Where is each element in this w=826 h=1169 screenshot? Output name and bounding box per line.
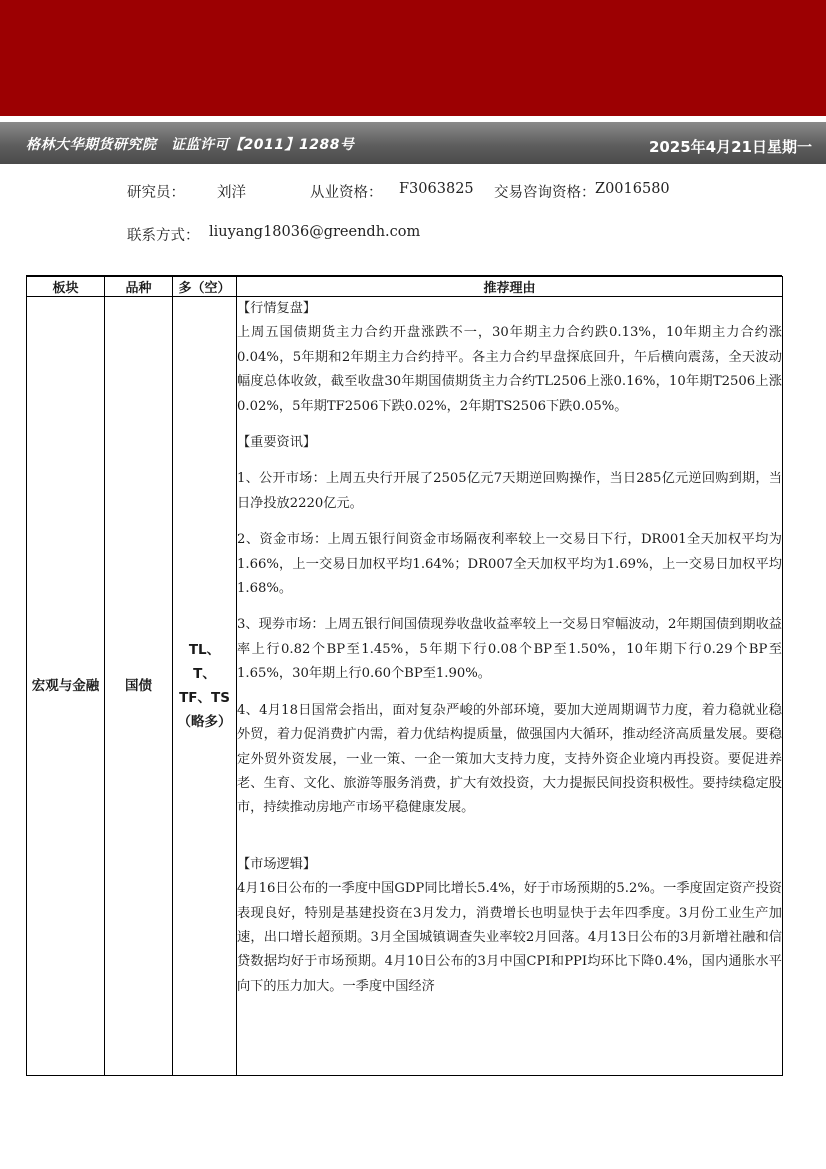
sector-cell: 宏观与金融 — [27, 297, 105, 1076]
header-sector: 板块 — [27, 277, 105, 297]
table-row — [27, 297, 783, 1076]
advisory-number: Z0016580 — [595, 181, 670, 197]
report-header-bar — [0, 122, 826, 164]
header-variety: 品种 — [105, 277, 173, 297]
news-item-money-market: 2、资金市场：上周五银行间资金市场隔夜利率较上一交易日下行，DR001全天加权平均为1.66%，上一交易日加权平均1.64%；DR007全天加权平均为1.69%，上一交易日加权平均1.68%。 — [237, 532, 782, 597]
direction-text: TL、T、TF、TS（略多） — [177, 642, 232, 730]
analyst-name: 刘洋 — [217, 185, 246, 201]
analyst-label: 研究员： — [127, 185, 185, 201]
table-header-row — [27, 277, 783, 297]
header-direction: 多（空） — [173, 277, 237, 297]
news-item-state-council: 4、4月18日国常会指出，面对复杂严峻的外部环境，要加大逆周期调节力度，着力稳就业稳外贸，着力促消费扩内需，着力优结构提质量，做强国内大循环，推动经济高质量发展。要稳定外贸外资发展，一业一策、一企一策加大支持力度，支持外资企业境内再投资。要促进养老、生育、文化、旅游等服务消费，扩大有效投资，大力提振民间投资积极性。要持续稳定股市，持续推动房地产市场平稳健康发展。 — [237, 702, 782, 816]
header-reason: 推荐理由 — [237, 277, 783, 297]
news-item-open-market: 1、公开市场：上周五央行开展了2505亿元7天期逆回购操作，当日285亿元逆回购到期，当日净投放2220亿元。 — [237, 471, 782, 511]
variety-cell: 国债 — [105, 297, 173, 1076]
banner-divider — [0, 116, 826, 120]
org-license: 格林大华期货研究院 证监许可【2011】1288号 — [26, 137, 355, 153]
qualification-number: F3063825 — [399, 181, 474, 197]
reason-cell — [237, 297, 783, 1076]
review-paragraph: 上周五国债期货主力合约开盘涨跌不一，30年期主力合约跌0.13%，10年期主力合约涨0.04%，5年期和2年期主力合约持平。各主力合约早盘探底回升，午后横向震荡，全天波动幅度总体收敛，截至收盘30年期国债期货主力合约TL2506上涨0.16%，10年期T2506上涨0.02%，5年期TF2506下跌0.02%，2年期TS2506下跌0.05%。 — [237, 325, 782, 414]
direction-cell — [173, 297, 237, 1076]
news-item-bond-market: 3、现券市场：上周五银行间国债现券收盘收益率较上一交易日窄幅波动，2年期国债到期收益率上行0.82个BP至1.45%，5年期下行0.08个BP至1.50%，10年期下行0.29个BP至1.65%，30年期上行0.60个BP至1.90%。 — [237, 617, 782, 682]
section-title-review: 【行情复盘】 — [237, 301, 317, 316]
contact-label: 联系方式： — [127, 228, 200, 244]
advisory-label: 交易咨询资格： — [494, 185, 596, 201]
top-banner — [0, 0, 826, 116]
logic-paragraph: 4月16日公布的一季度中国GDP同比增长5.4%，好于市场预期的5.2%。一季度固定资产投资表现良好，特别是基建投资在3月发力，消费增长也明显快于去年四季度。3月份工业生产加速，出口增长超预期。3月全国城镇调查失业率较2月回落。4月13日公布的3月新增社融和信贷数据均好于市场预期。4月10日公布的3月中国CPI和PPI均环比下降0.4%，国内通胀水平向下的压力加大。一季度中国经济 — [237, 881, 782, 994]
qualification-label: 从业资格： — [310, 185, 383, 201]
contact-email[interactable]: liuyang18036@greendh.com — [209, 224, 421, 240]
section-title-logic: 【市场逻辑】 — [237, 856, 317, 872]
recommendation-table — [26, 276, 783, 1076]
report-date: 2025年4月21日星期一 — [648, 138, 812, 156]
section-title-news: 【重要资讯】 — [237, 435, 317, 451]
